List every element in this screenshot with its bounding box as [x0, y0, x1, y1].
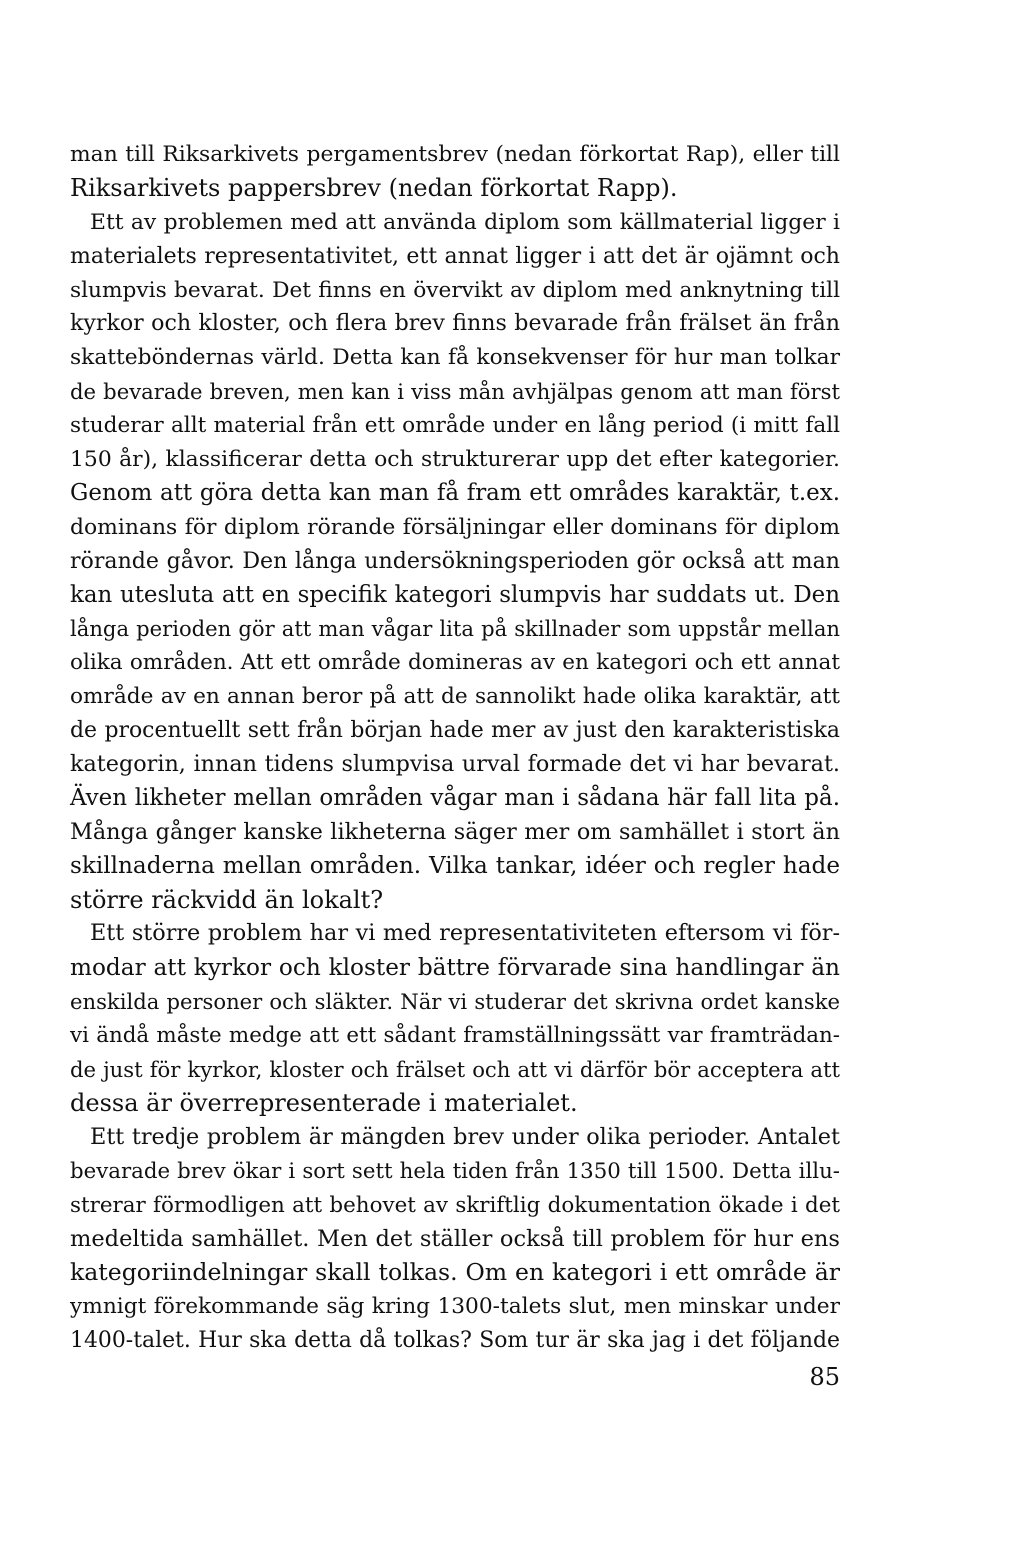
text-line: Riksarkivets pappersbrev (nedan förkortat Rapp).: [70, 173, 678, 202]
text-line: ymnigt förekommande säg kring 1300-talets slut, men minskar under: [70, 1294, 840, 1320]
text-line: 1400-talet. Hur ska detta då tolkas? Som tur är ska jag i det följande: [70, 1328, 840, 1354]
text-line: område av en annan beror på att de sannolikt hade olika karaktär, att: [70, 684, 840, 710]
text-line: Ett större problem har vi med representativiteten eftersom vi för-: [90, 920, 840, 947]
text-line: vi ändå måste medge att ett sådant framställningssätt var framträdan-: [70, 1023, 840, 1049]
paragraph: [70, 138, 840, 206]
text-line: de procentuellt sett från början hade mer av just den karakteristiska: [70, 718, 840, 744]
text-line: man till Riksarkivets pergamentsbrev (nedan förkortat Rap), eller till: [70, 142, 840, 167]
text-line: långa perioden gör att man vågar lita på skillnader som uppstår mellan: [70, 616, 840, 642]
text-line: Ett av problemen med att använda diplom som källmaterial ligger i: [90, 209, 840, 235]
text-line: 150 år), klassificerar detta och strukturerar upp det efter kategorier.: [70, 447, 840, 473]
text-line: strerar förmodligen att behovet av skriftlig dokumentation ökade i det: [70, 1192, 840, 1218]
text-line: medeltida samhället. Men det ställer också till problem för hur ens: [70, 1225, 840, 1252]
text-line: skillnaderna mellan områden. Vilka tankar, idéer och regler hade: [70, 852, 840, 879]
text-line: olika områden. Att ett område domineras av en kategori och ett annat: [70, 650, 840, 676]
paragraph: [70, 1121, 840, 1358]
text-line: de bevarade breven, men kan i viss mån avhjälpas genom att man först: [70, 379, 840, 405]
text-line: kyrkor och kloster, och flera brev finns bevarade från frälset än från: [70, 310, 840, 337]
text-line: kategoriindelningar skall tolkas. Om en kategori i ett område är: [70, 1258, 840, 1287]
text-line: de just för kyrkor, kloster och frälset och att vi därför bör acceptera att: [70, 1057, 840, 1083]
text-line: modar att kyrkor och kloster bättre förvarade sina handlingar än: [70, 954, 840, 982]
text-line: kategorin, innan tidens slumpvisa urval formade det vi har bevarat.: [70, 751, 840, 778]
text-line: kan utesluta att en specifik kategori slumpvis har suddats ut. Den: [70, 581, 840, 608]
page-number: 85: [809, 1363, 840, 1391]
paragraph: [70, 206, 840, 918]
text-line: slumpvis bevarat. Det finns en övervikt av diplom med anknytning till: [70, 277, 840, 303]
text-line: Många gånger kanske likheterna säger mer om samhället i stort än: [70, 818, 840, 845]
text-line: dominans för diplom rörande försäljningar eller dominans för diplom: [70, 514, 840, 540]
text-line: större räckvidd än lokalt?: [70, 885, 384, 914]
text-line: studerar allt material från ett område under en lång period (i mitt fall: [70, 413, 840, 439]
text-line: Genom att göra detta kan man få fram ett områdes karaktär, t.ex.: [70, 479, 840, 506]
text-line: rörande gåvor. Den långa undersökningsperioden gör också att man: [70, 547, 840, 574]
body-text: [70, 138, 840, 1358]
text-line: materialets representativitet, ett annat ligger i att det är ojämnt och: [70, 243, 840, 269]
text-line: bevarade brev ökar i sort sett hela tiden från 1350 till 1500. Detta illu-: [70, 1158, 840, 1184]
text-line: dessa är överrepresenterade i materialet.: [70, 1088, 578, 1117]
text-line: skatteböndernas värld. Detta kan få konsekvenser för hur man tolkar: [70, 345, 840, 371]
text-line: Ett tredje problem är mängden brev under olika perioder. Antalet: [90, 1123, 840, 1150]
text-line: Även likheter mellan områden vågar man i sådana här fall lita på.: [70, 784, 840, 811]
paragraph: [70, 917, 840, 1120]
text-line: enskilda personer och släkter. När vi studerar det skrivna ordet kanske: [70, 989, 840, 1015]
